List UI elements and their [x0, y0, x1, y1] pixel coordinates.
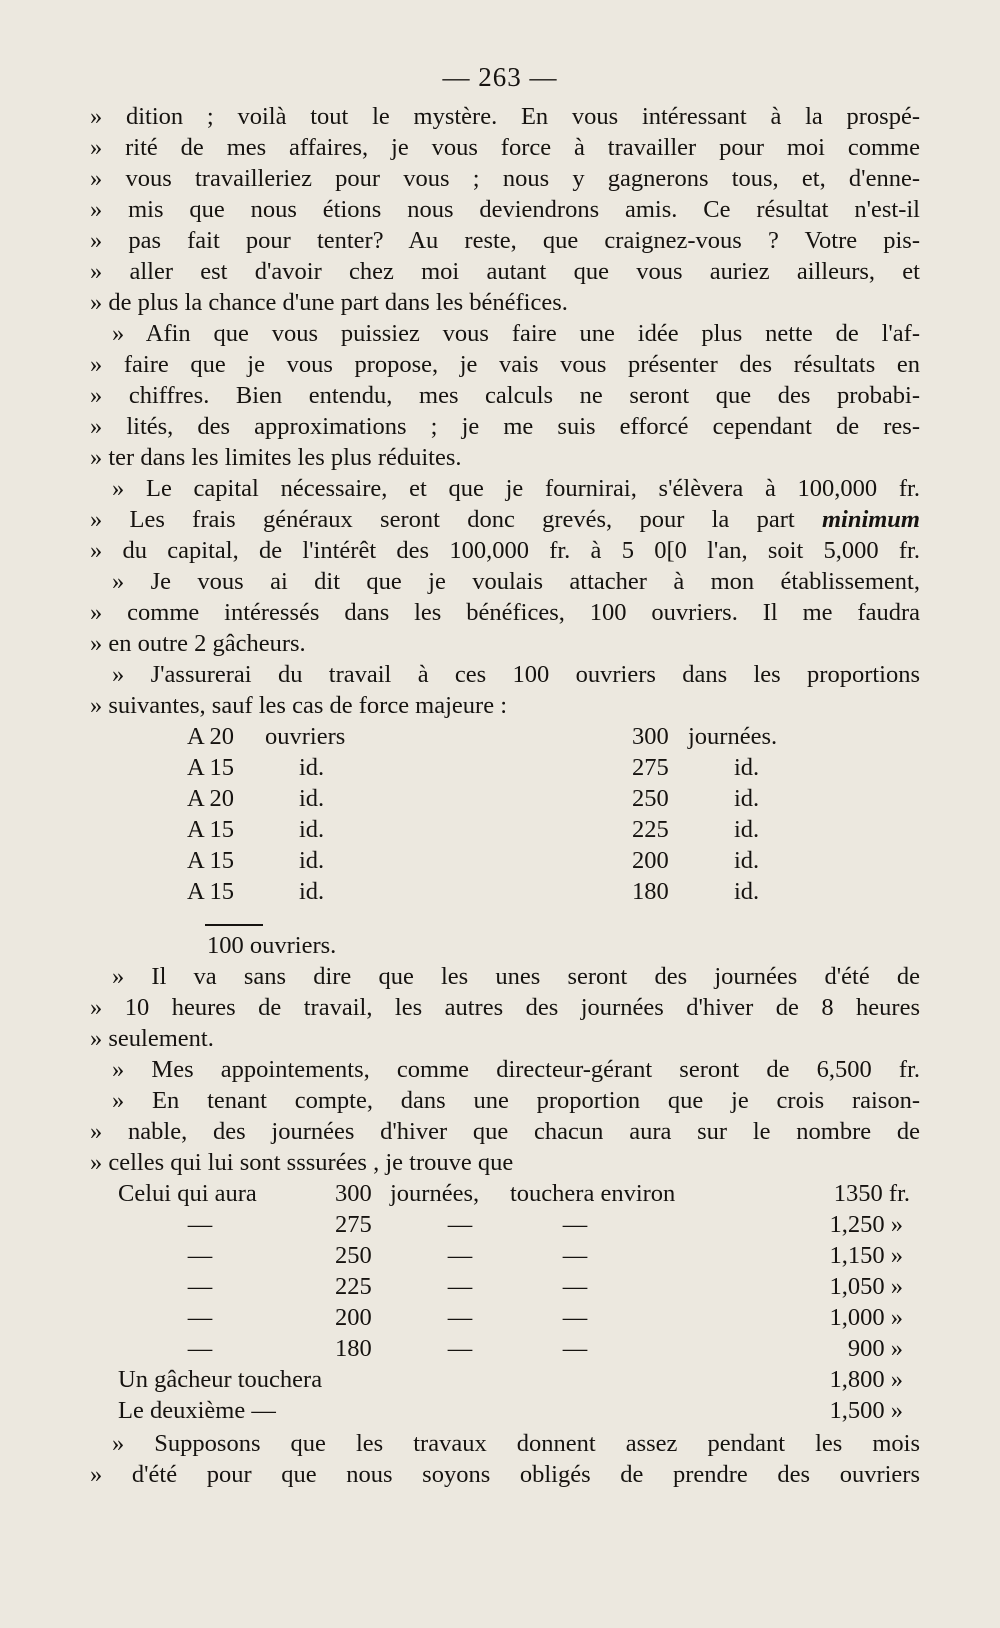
- worker-count: A 20: [187, 723, 234, 750]
- days-unit: id.: [734, 816, 760, 843]
- worker-count: A 20: [187, 785, 234, 812]
- text-line: » seulement.: [90, 1025, 214, 1052]
- pay-days: 200: [335, 1304, 372, 1331]
- text-line: [90, 504, 920, 535]
- pay-col2: touchera environ: [510, 1180, 676, 1207]
- worker-count: A 15: [187, 878, 234, 905]
- pay-col1: —: [447, 1273, 473, 1300]
- pay-label: Un gâcheur touchera: [118, 1366, 323, 1393]
- text-line: » lités, des approximations ; je me suis efforcé cependant de res-: [90, 413, 920, 440]
- text-line: » chiffres. Bien entendu, mes calculs ne seront que des probabi-: [90, 382, 920, 409]
- text-line: » Supposons que les travaux donnent assez pendant les mois: [112, 1430, 920, 1457]
- days-unit: journées.: [688, 723, 778, 750]
- text-line: » aller est d'avoir chez moi autant que vous auriez ailleurs, et: [90, 258, 920, 285]
- pay-label: —: [187, 1211, 213, 1238]
- worker-count: A 15: [187, 847, 234, 874]
- text-line: » ter dans les limites les plus réduites.: [90, 444, 462, 471]
- pay-days: 180: [335, 1335, 372, 1362]
- worker-unit: id.: [299, 878, 325, 905]
- text-line: » faire que je vous propose, je vais vous présenter des résultats en: [90, 351, 920, 378]
- worker-unit: ouvriers: [265, 723, 346, 750]
- pay-col2: —: [562, 1242, 588, 1269]
- worker-count: A 15: [187, 754, 234, 781]
- pay-col2: —: [562, 1211, 588, 1238]
- pay-col1: journées,: [390, 1180, 480, 1207]
- text-line: » en outre 2 gâcheurs.: [90, 630, 306, 657]
- text-line: » vous travailleriez pour vous ; nous y gagnerons tous, et, d'enne-: [90, 165, 920, 192]
- text-line: » Je vous ai dit que je voulais attacher à mon établissement,: [112, 568, 920, 595]
- text-line: » celles qui lui sont sssurées , je trouve que: [90, 1149, 514, 1176]
- text-line: » comme intéressés dans les bénéfices, 100 ouvriers. Il me faudra: [90, 599, 920, 626]
- pay-days: 275: [335, 1211, 372, 1238]
- text-line: » nable, des journées d'hiver que chacun aura sur le nombre de: [90, 1118, 920, 1145]
- days-value: 225: [632, 816, 669, 843]
- worker-unit: id.: [299, 785, 325, 812]
- pay-col1: —: [447, 1242, 473, 1269]
- pay-amount: 1,050 »: [829, 1273, 903, 1300]
- days-unit: id.: [734, 847, 760, 874]
- text-line: » pas fait pour tenter? Au reste, que craignez-vous ? Votre pis-: [90, 227, 920, 254]
- pay-amount: 1,250 »: [829, 1211, 903, 1238]
- emphasis-minimum: minimum: [821, 506, 920, 533]
- pay-days: 300: [335, 1180, 372, 1207]
- days-unit: id.: [734, 785, 760, 812]
- pay-label: Le deuxième —: [118, 1397, 276, 1424]
- text-line: » Afin que vous puissiez vous faire une idée plus nette de l'af-: [112, 320, 920, 347]
- pay-col2: —: [562, 1304, 588, 1331]
- pay-days: 250: [335, 1242, 372, 1269]
- text-line: » En tenant compte, dans une proportion que je crois raison-: [112, 1087, 920, 1114]
- pay-col2: —: [562, 1273, 588, 1300]
- worker-count: A 15: [187, 816, 234, 843]
- pay-col1: —: [447, 1335, 473, 1362]
- text-line: » mis que nous étions nous deviendrons amis. Ce résultat n'est-il: [90, 196, 920, 223]
- sum-rule: [205, 924, 263, 926]
- days-value: 300: [632, 723, 669, 750]
- text-segment: » Les frais généraux seront donc grevés, pour la part: [90, 506, 822, 533]
- pay-label: —: [187, 1242, 213, 1269]
- pay-col1: —: [447, 1304, 473, 1331]
- page-number: — 263 —: [442, 62, 558, 92]
- days-unit: id.: [734, 878, 760, 905]
- pay-days: 225: [335, 1273, 372, 1300]
- days-value: 200: [632, 847, 669, 874]
- pay-amount: 900 »: [847, 1335, 903, 1362]
- pay-amount: 1350 fr.: [833, 1180, 910, 1207]
- text-line: » 10 heures de travail, les autres des journées d'hiver de 8 heures: [90, 994, 920, 1021]
- pay-label: —: [187, 1335, 213, 1362]
- days-value: 250: [632, 785, 669, 812]
- worker-unit: id.: [299, 847, 325, 874]
- days-unit: id.: [734, 754, 760, 781]
- text-line: » J'assurerai du travail à ces 100 ouvriers dans les proportions: [112, 661, 920, 688]
- worker-unit: id.: [299, 754, 325, 781]
- text-line: » dition ; voilà tout le mystère. En vous intéressant à la prospé-: [90, 103, 920, 130]
- pay-amount: 1,150 »: [829, 1242, 903, 1269]
- pay-col1: —: [447, 1211, 473, 1238]
- text-line: » Mes appointements, comme directeur-gérant seront de 6,500 fr.: [112, 1056, 920, 1083]
- days-value: 275: [632, 754, 669, 781]
- pay-label: —: [187, 1273, 213, 1300]
- text-line: » d'été pour que nous soyons obligés de prendre des ouvriers: [90, 1461, 920, 1488]
- workers-total: 100 ouvriers.: [207, 932, 337, 959]
- pay-amount: 1,500 »: [829, 1397, 903, 1424]
- days-value: 180: [632, 878, 669, 905]
- text-line: » de plus la chance d'une part dans les bénéfices.: [90, 289, 568, 316]
- pay-amount: 1,800 »: [829, 1366, 903, 1393]
- pay-label: —: [187, 1304, 213, 1331]
- pay-col2: —: [562, 1335, 588, 1362]
- text-line: » du capital, de l'intérêt des 100,000 fr. à 5 0[0 l'an, soit 5,000 fr.: [90, 537, 920, 564]
- text-line: » Le capital nécessaire, et que je fournirai, s'élèvera à 100,000 fr.: [112, 475, 920, 502]
- worker-unit: id.: [299, 816, 325, 843]
- pay-amount: 1,000 »: [829, 1304, 903, 1331]
- text-line: » rité de mes affaires, je vous force à travailler pour moi comme: [90, 134, 920, 161]
- text-line: » Il va sans dire que les unes seront des journées d'été de: [112, 963, 920, 990]
- text-line: » suivantes, sauf les cas de force majeure :: [90, 692, 508, 719]
- pay-label: Celui qui aura: [118, 1180, 257, 1207]
